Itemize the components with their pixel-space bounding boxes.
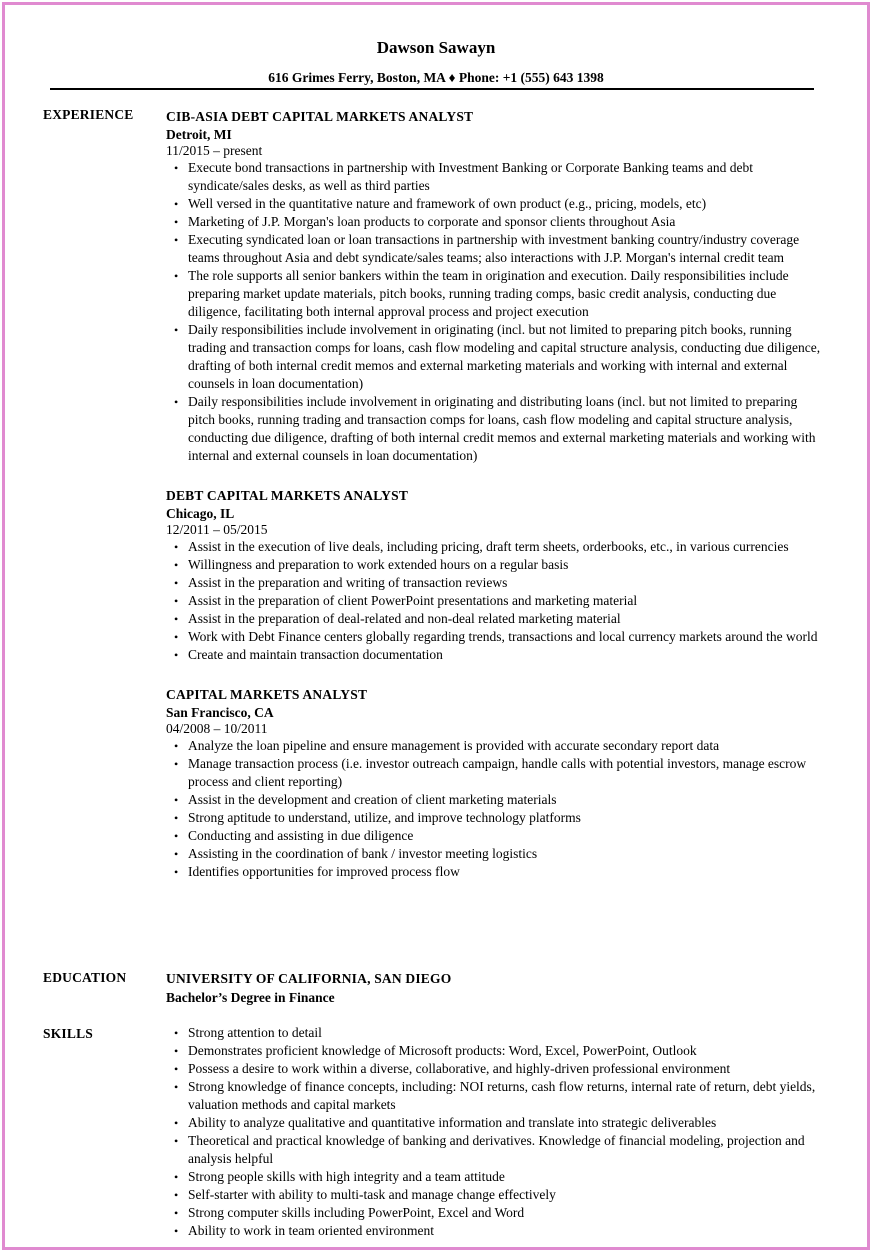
contact-line: 616 Grimes Ferry, Boston, MA ♦ Phone: +1 (555) 643 1398 [268,70,604,85]
job-title: DEBT CAPITAL MARKETS ANALYST [166,488,409,503]
job-bullets [166,737,826,881]
bullet-item: • Assisting in the coordination of bank / investor meeting logistics [166,845,826,863]
job-dates: 11/2015 – present [166,143,263,158]
skill-item: • Strong knowledge of finance concepts, including: NOI returns, cash flow returns, internal rate of return, debt yields, valuation methods and capital markets [166,1078,826,1114]
bullet-item: • Manage transaction process (i.e. investor outreach campaign, handle calls with potential investors, manage escrow process and client reporting) [166,755,826,791]
skills-list [166,1024,826,1240]
education-section [166,969,826,1007]
degree: Bachelor’s Degree in Finance [166,990,335,1005]
job-entry [166,108,826,465]
skill-item: • Demonstrates proficient knowledge of Microsoft products: Word, Excel, PowerPoint, Outlook [166,1042,826,1060]
education-heading: EDUCATION [43,970,127,985]
job-location: San Francisco, CA [166,705,274,720]
job-dates: 04/2008 – 10/2011 [166,721,268,736]
skill-item: • Ability to analyze qualitative and quantitative information and translate into strategic deliverables [166,1114,826,1132]
bullet-item: • Assist in the preparation of client PowerPoint presentations and marketing material [166,592,826,610]
bullet-item: • Create and maintain transaction documentation [166,646,826,664]
bullet-item: • Strong aptitude to understand, utilize, and improve technology platforms [166,809,826,827]
bullet-item: • The role supports all senior bankers within the team in origination and execution. Daily responsibilities include preparing market update materials, pitch books, running trading comps, basic credit analysis, conducting due diligence, facilitating both internal approval process and project execution [166,267,826,321]
bullet-item: • Daily responsibilities include involvement in originating and distributing loans (incl. but not limited to preparing pitch books, running trading and transaction comps for loans, cash flow modeling and capital structure analysis, conducting due diligence, drafting of both internal credit memos and external marketing materials and working with internal and external counsels in loan documentation) [166,393,826,465]
job-bullets [166,538,826,664]
header-divider [50,88,814,90]
bullet-item: • Analyze the loan pipeline and ensure management is provided with accurate secondary report data [166,737,826,755]
job-entry [166,487,826,664]
skill-item: • Ability to work in team oriented environment [166,1222,826,1240]
job-location: Chicago, IL [166,506,235,521]
skill-item: • Self-starter with ability to multi-task and manage change effectively [166,1186,826,1204]
job-title: CIB-ASIA DEBT CAPITAL MARKETS ANALYST [166,109,474,124]
bullet-item: • Executing syndicated loan or loan transactions in partnership with investment banking country/industry coverage teams throughout Asia and debt syndicate/sales teams; also interactions with J.P. Morgan's internal credit team [166,231,826,267]
bullet-item: • Well versed in the quantitative nature and framework of own product (e.g., pricing, models, etc) [166,195,826,213]
school-name: UNIVERSITY OF CALIFORNIA, SAN DIEGO [166,971,452,986]
skill-item: • Strong computer skills including PowerPoint, Excel and Word [166,1204,826,1222]
bullet-item: • Identifies opportunities for improved process flow [166,863,826,881]
bullet-item: • Assist in the execution of live deals, including pricing, draft term sheets, orderbooks, etc., in various currencies [166,538,826,556]
bullet-item: • Marketing of J.P. Morgan's loan products to corporate and sponsor clients throughout Asia [166,213,826,231]
job-location: Detroit, MI [166,127,232,142]
experience-heading: EXPERIENCE [43,107,134,122]
job-title: CAPITAL MARKETS ANALYST [166,687,368,702]
experience-section [166,108,826,881]
skill-item: • Theoretical and practical knowledge of banking and derivatives. Knowledge of financial modeling, projection and analysis helpful [166,1132,826,1168]
skill-item: • Strong people skills with high integrity and a team attitude [166,1168,826,1186]
skill-item: • Possess a desire to work within a diverse, collaborative, and highly-driven professional environment [166,1060,826,1078]
skills-heading: SKILLS [43,1026,93,1041]
skill-item: • Strong attention to detail [166,1024,826,1042]
bullet-item: • Execute bond transactions in partnership with Investment Banking or Corporate Banking teams and debt syndicate/sales desks, as well as third parties [166,159,826,195]
bullet-item: • Assist in the preparation and writing of transaction reviews [166,574,826,592]
candidate-name: Dawson Sawayn [376,38,496,57]
skills-section [166,1024,826,1240]
job-entry [166,686,826,881]
bullet-item: • Assist in the preparation of deal-related and non-deal related marketing material [166,610,826,628]
bullet-item: • Daily responsibilities include involvement in originating (incl. but not limited to preparing pitch books, running trading and transaction comps for loans, cash flow modeling and capital structure analysis, conducting due diligence, drafting of both internal credit memos and external marketing materials and working with internal and external counsels in loan documentation) [166,321,826,393]
job-bullets [166,159,826,465]
bullet-item: • Assist in the development and creation of client marketing materials [166,791,826,809]
job-dates: 12/2011 – 05/2015 [166,522,268,537]
bullet-item: • Conducting and assisting in due diligence [166,827,826,845]
bullet-item: • Willingness and preparation to work extended hours on a regular basis [166,556,826,574]
bullet-item: • Work with Debt Finance centers globally regarding trends, transactions and local currency markets around the world [166,628,826,646]
resume-page [2,2,870,1250]
